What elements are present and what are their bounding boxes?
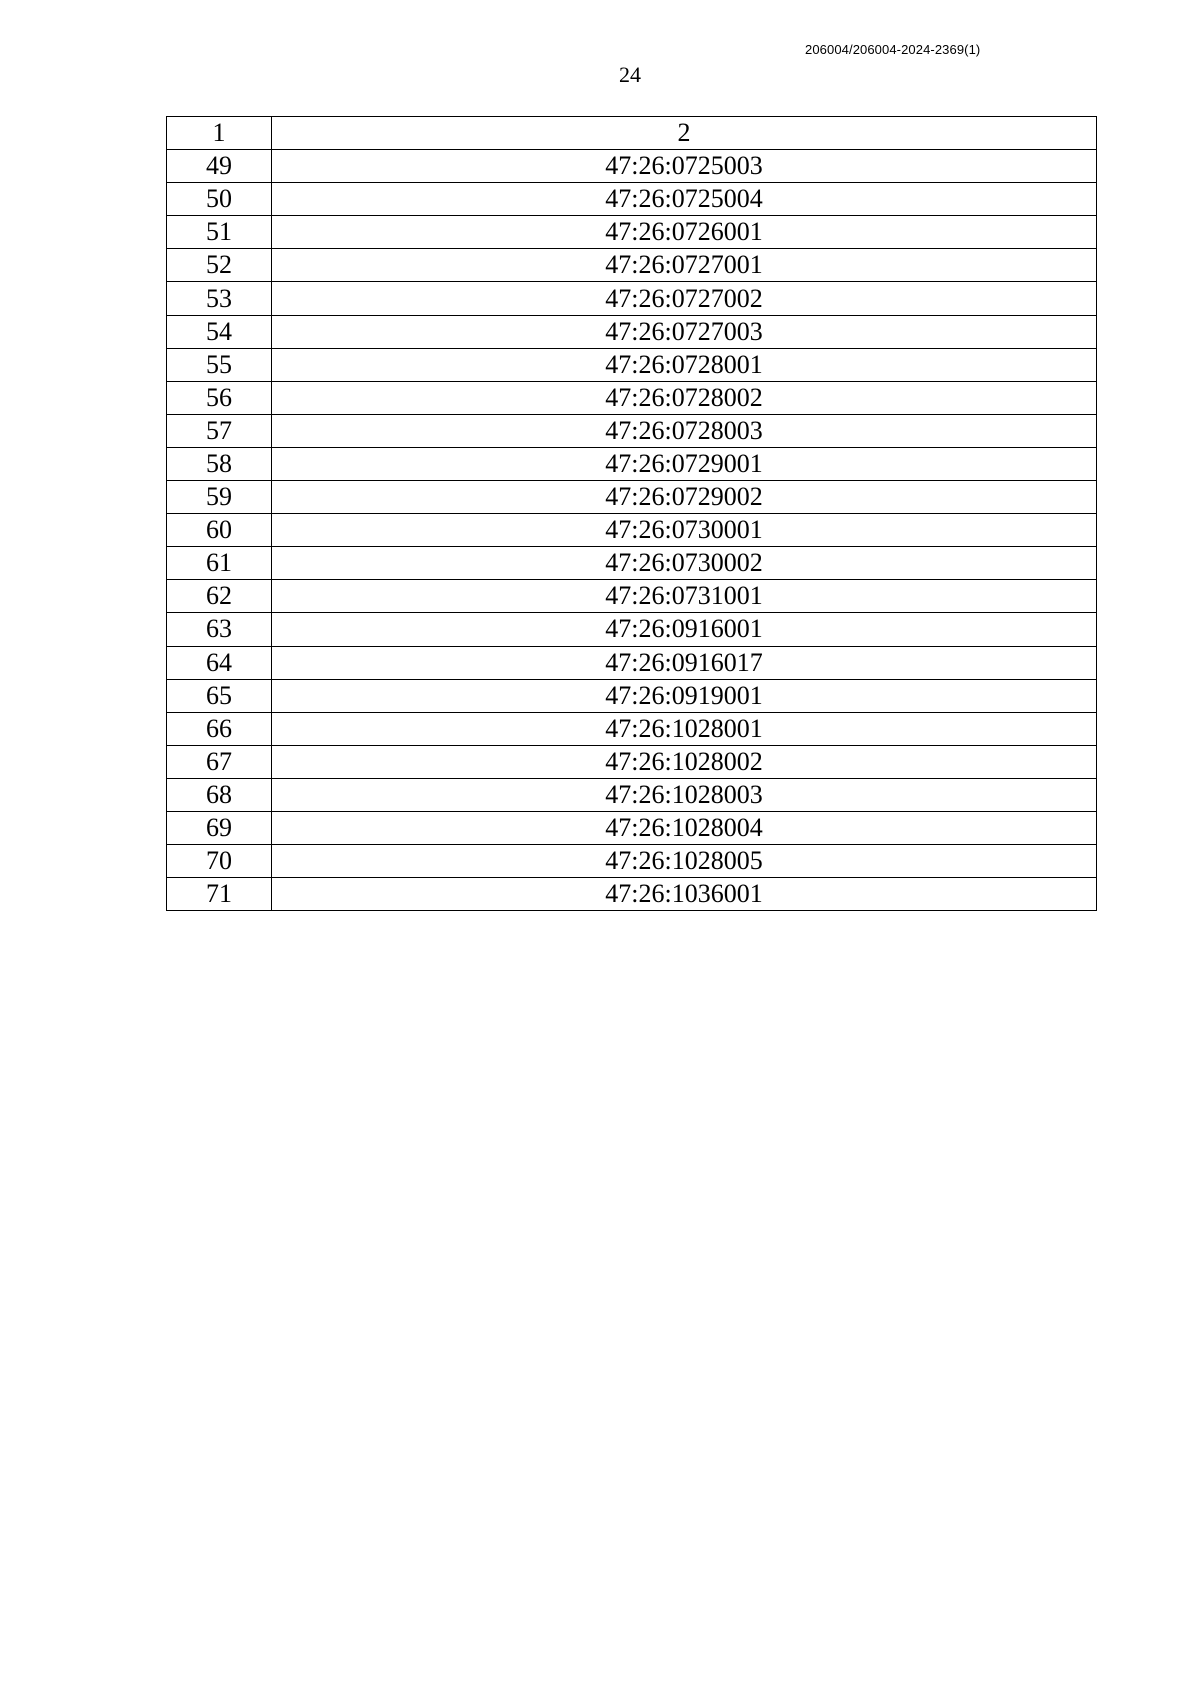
cadastral-number-cell: 47:26:0728003 [272, 414, 1097, 447]
table-row [167, 613, 1097, 646]
cadastral-number-cell: 47:26:1028001 [272, 712, 1097, 745]
row-number-cell: 57 [167, 414, 272, 447]
cadastral-number-cell: 47:26:0725003 [272, 150, 1097, 183]
table-row [167, 348, 1097, 381]
table-row [167, 414, 1097, 447]
cadastral-number-cell: 47:26:0727001 [272, 249, 1097, 282]
cadastral-number-cell: 47:26:0728001 [272, 348, 1097, 381]
cadastral-number-cell: 47:26:1028003 [272, 778, 1097, 811]
cadastral-number-cell: 47:26:0730002 [272, 547, 1097, 580]
table-row [167, 447, 1097, 480]
cadastral-number-cell: 47:26:0916017 [272, 646, 1097, 679]
table-header-row [167, 117, 1097, 150]
table-row [167, 712, 1097, 745]
table-row [167, 481, 1097, 514]
cadastral-number-cell: 47:26:0730001 [272, 514, 1097, 547]
table-row [167, 514, 1097, 547]
cadastral-table [166, 116, 1097, 911]
cadastral-number-cell: 47:26:0916001 [272, 613, 1097, 646]
table-row [167, 315, 1097, 348]
row-number-cell: 51 [167, 216, 272, 249]
document-id: 206004/206004-2024-2369(1) [805, 42, 981, 57]
row-number-cell: 54 [167, 315, 272, 348]
cadastral-number-cell: 47:26:1036001 [272, 878, 1097, 911]
row-number-cell: 49 [167, 150, 272, 183]
cadastral-number-cell: 47:26:1028005 [272, 845, 1097, 878]
table-row [167, 878, 1097, 911]
row-number-cell: 58 [167, 447, 272, 480]
page-number: 24 [619, 62, 641, 87]
table-row [167, 282, 1097, 315]
cadastral-number-cell: 47:26:0725004 [272, 183, 1097, 216]
table-row [167, 845, 1097, 878]
table-row [167, 249, 1097, 282]
cadastral-number-cell: 47:26:0919001 [272, 679, 1097, 712]
cadastral-number-cell: 47:26:0727002 [272, 282, 1097, 315]
row-number-cell: 52 [167, 249, 272, 282]
row-number-cell: 62 [167, 580, 272, 613]
row-number-cell: 50 [167, 183, 272, 216]
cadastral-number-cell: 47:26:0727003 [272, 315, 1097, 348]
row-number-cell: 59 [167, 481, 272, 514]
row-number-cell: 71 [167, 878, 272, 911]
row-number-cell: 60 [167, 514, 272, 547]
table-row [167, 216, 1097, 249]
cadastral-number-cell: 47:26:0728002 [272, 381, 1097, 414]
row-number-cell: 56 [167, 381, 272, 414]
cadastral-number-cell: 47:26:0729001 [272, 447, 1097, 480]
cadastral-number-cell: 47:26:0731001 [272, 580, 1097, 613]
row-number-cell: 70 [167, 845, 272, 878]
table-row [167, 183, 1097, 216]
column-header-number: 1 [167, 117, 272, 150]
table-row [167, 547, 1097, 580]
row-number-cell: 63 [167, 613, 272, 646]
table-row [167, 811, 1097, 844]
table-body [167, 117, 1097, 911]
table-row [167, 381, 1097, 414]
row-number-cell: 53 [167, 282, 272, 315]
table-row [167, 580, 1097, 613]
row-number-cell: 61 [167, 547, 272, 580]
row-number-cell: 68 [167, 778, 272, 811]
cadastral-number-cell: 47:26:0726001 [272, 216, 1097, 249]
row-number-cell: 67 [167, 745, 272, 778]
column-header-cadastral-number: 2 [272, 117, 1097, 150]
row-number-cell: 55 [167, 348, 272, 381]
cadastral-number-cell: 47:26:0729002 [272, 481, 1097, 514]
table-row [167, 778, 1097, 811]
row-number-cell: 69 [167, 811, 272, 844]
cadastral-number-cell: 47:26:1028004 [272, 811, 1097, 844]
row-number-cell: 64 [167, 646, 272, 679]
cadastral-number-cell: 47:26:1028002 [272, 745, 1097, 778]
table-row [167, 646, 1097, 679]
row-number-cell: 65 [167, 679, 272, 712]
table-row [167, 679, 1097, 712]
table-row [167, 745, 1097, 778]
table-row [167, 150, 1097, 183]
row-number-cell: 66 [167, 712, 272, 745]
